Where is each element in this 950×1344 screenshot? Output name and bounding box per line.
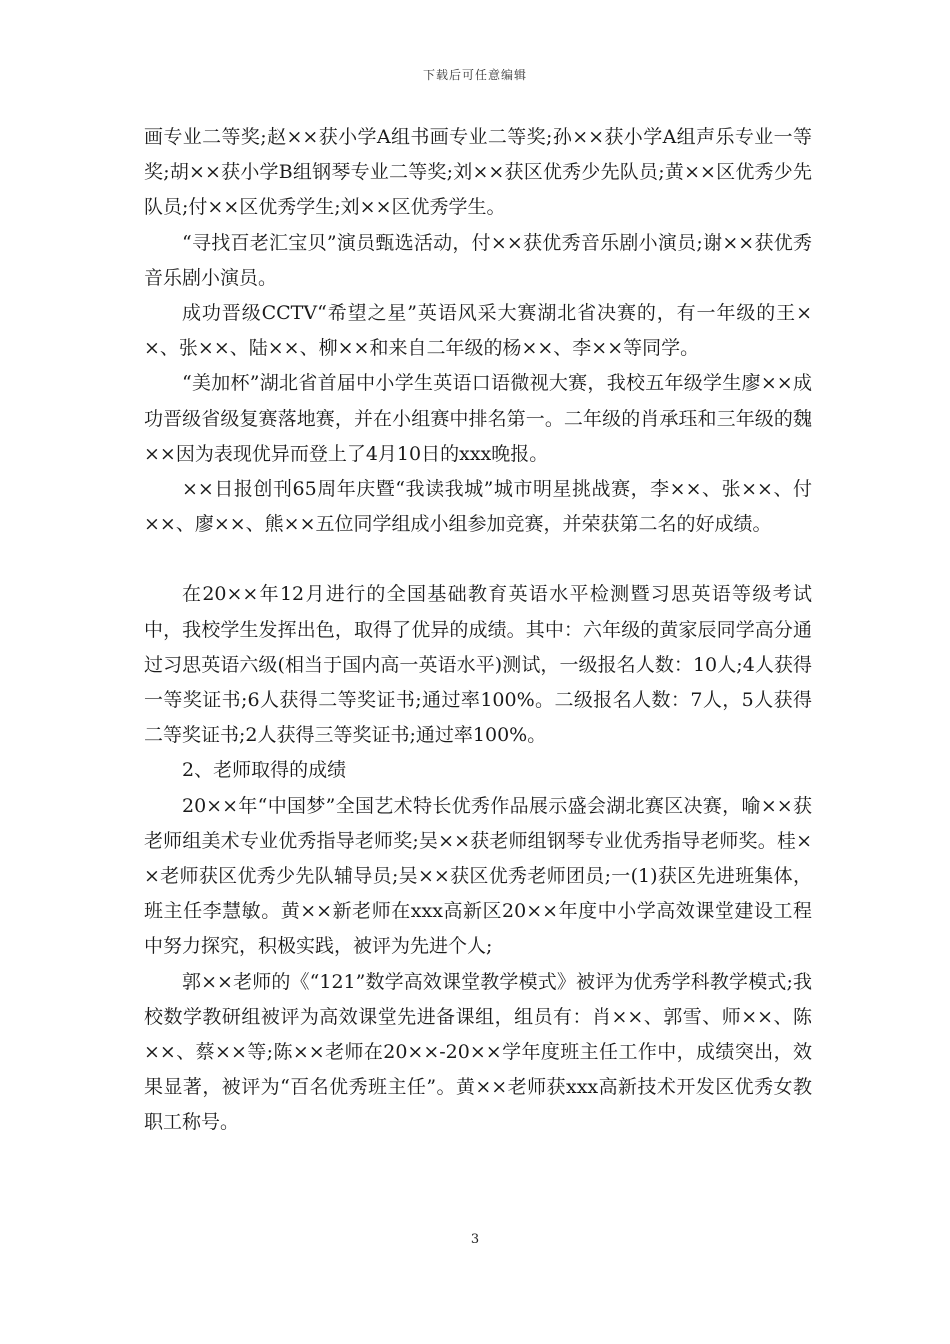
paragraph-meijia-cup: “美加杯”湖北省首届中小学生英语口语微视大赛，我校五年级学生廖××成功晋级省级复赛落地赛，并在小组赛中排名第一。二年级的肖承珏和三年级的魏××因为表现优异而登上了4月10日的xxx晚报。 xyxy=(144,372,812,465)
paragraph-awards-continued: 画专业二等奖;赵××获小学A组书画专业二等奖;孙××获小学A组声乐专业一等奖;胡××获小学B组钢琴专业二等奖;刘××获区优秀少先队员;黄××区优秀少先队员;付××区优秀学生;刘××区优秀学生。 xyxy=(144,126,812,219)
paragraph-daily-challenge: ××日报创刊65周年庆暨“我读我城”城市明星挑战赛，李××、张××、付××、廖××、熊××五位同学组成小组参加竞赛，并荣获第二名的好成绩。 xyxy=(144,478,812,536)
paragraph-china-dream: 20××年“中国梦”全国艺术特长优秀作品展示盛会湖北赛区决赛，喻××获老师组美术专业优秀指导老师奖;吴××获老师组钢琴专业优秀指导老师奖。桂××老师获区优秀少先队辅导员;吴××获区优秀老师团员;一(1)获区先进班集体，班主任李慧敏。黄××新老师在xxx高新区20××年度中小学高效课堂建设工程中努力探究，积极实践，被评为先进个人; xyxy=(144,794,812,958)
paragraph-english-exam: 在20××年12月进行的全国基础教育英语水平检测暨习思英语等级考试中，我校学生发挥出色，取得了优异的成绩。其中：六年级的黄家辰同学高分通过习思英语六级(相当于国内高一英语水平)测试，一级报名人数：10人;4人获得一等奖证书;6人获得二等奖证书;通过率100%。二级报名人数：7人，5人获得二等奖证书;2人获得三等奖证书;通过率100%。 xyxy=(144,583,812,747)
page-header: 下载后可任意编辑 xyxy=(422,68,527,82)
paragraph-cctv-contest: 成功晋级CCTV“希望之星”英语风采大赛湖北省决赛的，有一年级的王××、张××、陆××、柳××和来自二年级的杨××、李××等同学。 xyxy=(144,302,812,360)
document-body xyxy=(144,120,812,1141)
paragraph-math-model: 郭××老师的《“121”数学高效课堂教学模式》被评为优秀学科教学模式;我校数学教研组被评为高效课堂先进备课组，组员有：肖××、郭雪、师××、陈××、蔡××等;陈××老师在20××-20××学年度班主任工作中，成绩突出，效果显著，被评为“百名优秀班主任”。黄××老师获xxx高新技术开发区优秀女教职工称号。 xyxy=(144,970,812,1134)
section-heading-teacher-achievements: 2、老师取得的成绩 xyxy=(182,759,347,782)
paragraph-gap xyxy=(144,542,812,577)
paragraph-broadway-audition: “寻找百老汇宝贝”演员甄选活动，付××获优秀音乐剧小演员;谢××获优秀音乐剧小演员。 xyxy=(144,231,812,289)
page-number: 3 xyxy=(470,1232,480,1247)
